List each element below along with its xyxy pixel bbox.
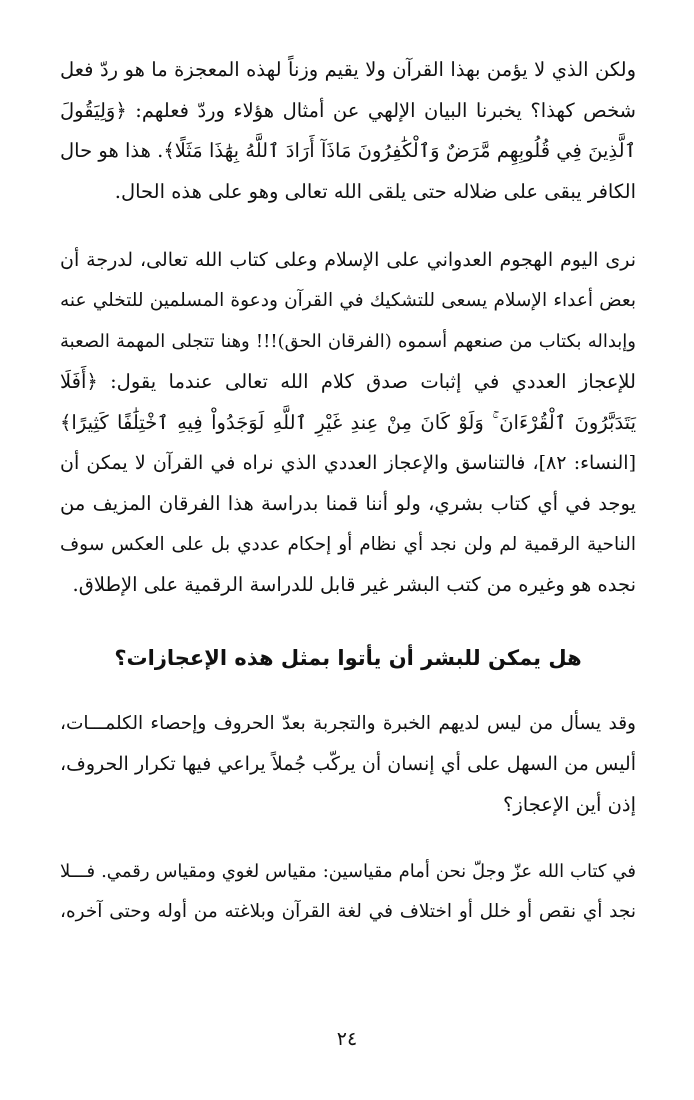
text-line: [النساء: ٨٢]، فالتناسق والإعجاز العددي الذي نراه في القرآن لا يمكن أن [60,452,636,475]
text-line: وإبداله بكتاب من صنعهم أسموه (الفرقان الحق)!!! وهنا تتجلى المهمة الصعبة [60,330,636,352]
text-line: أليس من السهل على أي إنسان أن يركّب جُملاً يراعي فيها تكرار الحروف، [60,753,636,776]
text-line: ولكن الذي لا يؤمن بهذا القرآن ولا يقيم وزناً لهذه المعجزة ما هو ردّ فعل [60,58,636,81]
text-line: في كتاب الله عزّ وجلّ نحن أمام مقياسين: مقياس لغوي ومقياس رقمي. فـــلا [60,860,636,882]
text-line: إذن أين الإعجاز؟ [503,792,636,816]
text-line: وقد يسأل من ليس لديهم الخبرة والتجربة بعدّ الحروف وإحصاء الكلمـــات، [60,712,636,734]
paragraph-1 [60,50,636,212]
text-line: نجده هو وغيره من كتب البشر غير قابل للدراسة الرقمية على الإطلاق. [72,573,636,597]
text-line: يَتَدَبَّرُونَ ٱلْقُرْءَانَ ۚ وَلَوْ كَانَ مِنْ عِندِ غَيْرِ ٱللَّهِ لَوَجَدُواْ فِيهِ ٱخْتِلَٰفًا كَثِيرًا﴾ [60,410,636,434]
paragraph-2 [60,240,636,605]
text-line: نجد أي نقص أو خلل أو اختلاف في لغة القرآن وبلاغته من أوله وحتى آخره، [60,901,636,923]
paragraph-4 [60,852,636,933]
text-line: الكافر يبقى على ضلاله حتى يلقى الله تعالى وهو على هذه الحال. [114,179,636,203]
text-line: الناحية الرقمية لم ولن نجد أي نظام أو إحكام عددي بل على العكس سوف [60,533,636,555]
paragraph-3 [60,704,636,826]
page-body [60,50,636,933]
section-heading: هل يمكن للبشر أن يأتوا بمثل هذه الإعجازات؟ [114,645,582,670]
text-line: نرى اليوم الهجوم العدواني على الإسلام وعلى كتاب الله تعالى، لدرجة أن [60,249,636,272]
text-line: بعض أعداء الإسلام يسعى للتشكيك في القرآن ودعوة المسلمين للتخلي عنه [60,289,636,311]
text-line: شخص كهذا؟ يخبرنا البيان الإلهي عن أمثال هؤلاء وردّ فعلهم: ﴿وَلِيَقُولَ [60,98,636,122]
page-number: ٢٤ [336,1028,358,1050]
text-line: يوجد في أي كتاب بشري، ولو أننا قمنا بدراسة هذا الفرقان المزيف من [60,491,636,515]
text-line: للإعجاز العددي في إثبات صدق كلام الله تعالى عندما يقول: ﴿أَفَلَا [60,370,636,394]
text-line: ٱلَّذِينَ فِي قُلُوبِهِم مَّرَضٌ وَٱلْكَٰفِرُونَ مَاذَآ أَرَادَ ٱللَّهُ بِهَٰذَا مَثَلًا﴾. هذا هو حال [60,139,636,163]
